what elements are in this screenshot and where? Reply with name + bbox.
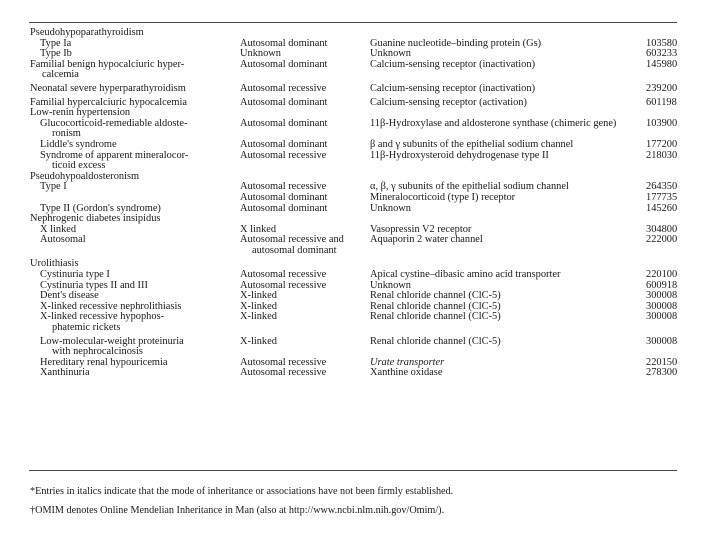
inheritance-mode: Autosomal recessive (240, 149, 327, 161)
gene-product-cell: 11β-Hydroxylase and aldosterone synthase (chimeric gene) (370, 117, 617, 129)
inheritance-cell (240, 368, 370, 379)
omim-number-cell: 300008 (646, 290, 678, 302)
gene-product-cell: Calcium-sensing receptor (inactivation) (370, 82, 536, 94)
omim-number-cell: 220150 (646, 356, 678, 368)
inheritance-mode: Autosomal recessive (240, 82, 327, 94)
omim-number-cell: 264350 (646, 181, 678, 193)
table-row (30, 281, 680, 292)
table-row (30, 334, 680, 358)
gene-product-cell (370, 28, 646, 39)
table-row (30, 151, 680, 172)
inheritance-cell (240, 151, 370, 172)
inheritance-mode: Autosomal dominant (240, 191, 328, 203)
disorder-name: Type I (40, 181, 67, 193)
inheritance-cell (240, 60, 370, 81)
disorder-name: Cystinuria type I (40, 269, 110, 281)
disorder-name: Familial hypercalciuric hypocalcemia (30, 96, 187, 108)
inheritance-mode: Autosomal dominant (240, 117, 328, 129)
disorder-name: Autosomal (40, 234, 86, 246)
disorder-name: Familial benign hypocalciuric hyper- (30, 58, 185, 70)
gene-product-cell (370, 256, 646, 270)
disorder-name-continued: ticoid excess (52, 160, 106, 172)
table-top-rule (29, 22, 677, 23)
table-group-row (30, 256, 680, 270)
disorder-cell (30, 312, 240, 333)
disorder-name: Type Ib (40, 48, 72, 60)
omim-number-cell: 278300 (646, 367, 678, 379)
disorder-name-continued: ronism (52, 128, 81, 140)
inheritance-mode: X-linked (240, 300, 277, 312)
inheritance-cell (240, 119, 370, 140)
gene-product-cell: Renal chloride channel (ClC-5) (370, 300, 501, 312)
table-row (30, 182, 680, 193)
inheritance-cell (240, 235, 370, 256)
inheritance-mode: Autosomal dominant (240, 138, 328, 150)
disorder-cell (30, 151, 240, 172)
inheritance-mode-continued: autosomal dominant (252, 244, 337, 256)
disorder-name: Urolithiasis (30, 258, 79, 270)
disorder-name: Syndrome of apparent mineralocor- (40, 149, 189, 161)
table-group-row (30, 95, 680, 109)
gene-product-cell: Unknown (370, 48, 411, 60)
inheritance-cell (240, 81, 370, 95)
gene-product-cell: Xanthine oxidase (370, 367, 443, 379)
disorder-name: Low-molecular-weight proteinuria (40, 335, 184, 347)
omim-number-cell: 304800 (646, 223, 678, 235)
gene-product-cell: Renal chloride channel (ClC-5) (370, 290, 501, 302)
table-group-row (30, 172, 680, 183)
footnotes (30, 482, 453, 520)
table-row (30, 119, 680, 140)
disorder-cell (30, 334, 240, 358)
inheritance-mode: Autosomal recessive (240, 269, 327, 281)
gene-product-cell: Unknown (370, 202, 411, 214)
gene-product-cell: Renal chloride channel (ClC-5) (370, 311, 501, 323)
gene-product-cell: Urate transporter (370, 356, 445, 368)
omim-number-cell: 300008 (646, 335, 678, 347)
disorder-name: Type Ia (40, 37, 72, 49)
inheritance-mode: Autosomal dominant (240, 58, 328, 70)
omim-number-cell: 300008 (646, 311, 678, 323)
disorders-table (30, 28, 680, 379)
table-bottom-rule (29, 470, 677, 471)
gene-product-cell: Mineralocorticoid (type I) receptor (370, 191, 516, 203)
gene-product-cell: Vasopressin V2 receptor (370, 223, 472, 235)
gene-product-cell: Guanine nucleotide–binding protein (Gs) (370, 37, 542, 49)
disorder-name: Neonatal severe hyperparathyroidism (30, 82, 186, 94)
omim-number-cell: 222000 (646, 234, 678, 246)
table-group-row (30, 60, 680, 81)
footnote-omim: †OMIM denotes Online Mendelian Inheritance in Man (also at http://www.ncbi.nlm.nih.gov/Omim/). (30, 505, 445, 516)
disorder-name-continued: calcemia (42, 69, 79, 81)
table-group-row (30, 28, 680, 39)
disorder-cell (30, 60, 240, 81)
disorder-name: Xanthinuria (40, 367, 90, 379)
inheritance-mode: Unknown (240, 48, 281, 60)
gene-product-cell: α, β, γ subunits of the epithelial sodium channel (370, 181, 569, 193)
table-group-row (30, 214, 680, 225)
gene-product-cell: Calcium-sensing receptor (inactivation) (370, 58, 536, 70)
omim-number-cell: 220100 (646, 269, 678, 281)
omim-number-cell: 177735 (646, 191, 678, 203)
gene-product-cell: β and γ subunits of the epithelial sodium channel (370, 138, 574, 150)
inheritance-mode: Autosomal recessive and (240, 234, 344, 246)
inheritance-mode: X-linked (240, 335, 277, 347)
disorder-cell (30, 95, 240, 109)
disorder-cell (30, 119, 240, 140)
gene-product-cell: Aquaporin 2 water channel (370, 234, 483, 246)
inheritance-mode: Autosomal dominant (240, 96, 328, 108)
gene-product-cell: Unknown (370, 279, 411, 291)
omim-number-cell: 603233 (646, 48, 678, 60)
disorder-name: X linked (40, 223, 77, 235)
inheritance-cell (240, 204, 370, 215)
omim-number-cell: 239200 (646, 82, 678, 94)
omim-number-cell: 601198 (646, 96, 677, 108)
footnote-italics: *Entries in italics indicate that the mode of inheritance or associations have not been firmly established. (30, 486, 454, 497)
omim-number-cell: 145980 (646, 58, 678, 70)
disorder-name: Nephrogenic diabetes insipidus (30, 213, 161, 225)
inheritance-mode: Autosomal dominant (240, 202, 328, 214)
disorder-name-continued: phatemic rickets (52, 322, 121, 334)
omim-number-cell: 600918 (646, 279, 678, 291)
omim-number-cell: 103580 (646, 37, 678, 49)
inheritance-cell (240, 95, 370, 109)
inheritance-mode: X-linked (240, 290, 277, 302)
disorder-cell (30, 81, 240, 95)
disorder-name: Type II (Gordon's syndrome) (40, 202, 161, 214)
disorder-name: Glucocorticoid-remediable aldoste- (40, 117, 188, 129)
table-row (30, 368, 680, 379)
gene-product-cell: Apical cystine–dibasic amino acid transporter (370, 269, 561, 281)
disorder-name: Liddle's syndrome (40, 138, 117, 150)
omim-number-cell (646, 28, 680, 39)
disorder-cell (30, 368, 240, 379)
table-row (30, 225, 680, 236)
table-row (30, 312, 680, 333)
inheritance-mode: Autosomal recessive (240, 356, 327, 368)
gene-product-cell: Renal chloride channel (ClC-5) (370, 335, 501, 347)
inheritance-mode: X-linked (240, 311, 277, 323)
disorder-name-continued: with nephrocalcinosis (52, 346, 143, 358)
disorder-name: X-linked recessive nephrolithiasis (40, 300, 182, 312)
inheritance-cell (240, 334, 370, 358)
disorder-name: Dent's disease (40, 290, 99, 302)
disorder-name: X-linked recessive hypophos- (40, 311, 165, 323)
table-row (30, 358, 680, 369)
inheritance-cell (240, 256, 370, 270)
table-row (30, 39, 680, 50)
omim-number-cell: 103900 (646, 117, 678, 129)
inheritance-mode: Autosomal recessive (240, 279, 327, 291)
table-body (30, 28, 680, 379)
table-group-row (30, 81, 680, 95)
disorder-cell (30, 256, 240, 270)
inheritance-mode: X linked (240, 223, 277, 235)
disorder-name: Pseudohypoaldosteronism (30, 170, 140, 182)
omim-number-cell: 218030 (646, 149, 678, 161)
inheritance-mode: Autosomal recessive (240, 367, 327, 379)
disorder-name: Hereditary renal hypouricemia (40, 356, 168, 368)
disorder-name: Low-renin hypertension (30, 107, 131, 119)
inheritance-mode: Autosomal recessive (240, 181, 327, 193)
disorder-cell (30, 235, 240, 256)
disorder-cell (30, 182, 240, 193)
omim-number-cell (646, 256, 680, 270)
disorder-name: Pseudohypoparathyroidism (30, 27, 144, 38)
omim-number-cell: 145260 (646, 202, 678, 214)
omim-number-cell: 300008 (646, 300, 678, 312)
inheritance-mode: Autosomal dominant (240, 37, 328, 49)
omim-number-cell: 177200 (646, 138, 678, 150)
gene-product-cell: 11β-Hydroxysteroid dehydrogenase type II (370, 149, 549, 161)
disorder-name: Cystinuria types II and III (40, 279, 148, 291)
table-row (30, 235, 680, 256)
gene-product-cell: Calcium-sensing receptor (activation) (370, 96, 527, 108)
inheritance-cell (240, 312, 370, 333)
